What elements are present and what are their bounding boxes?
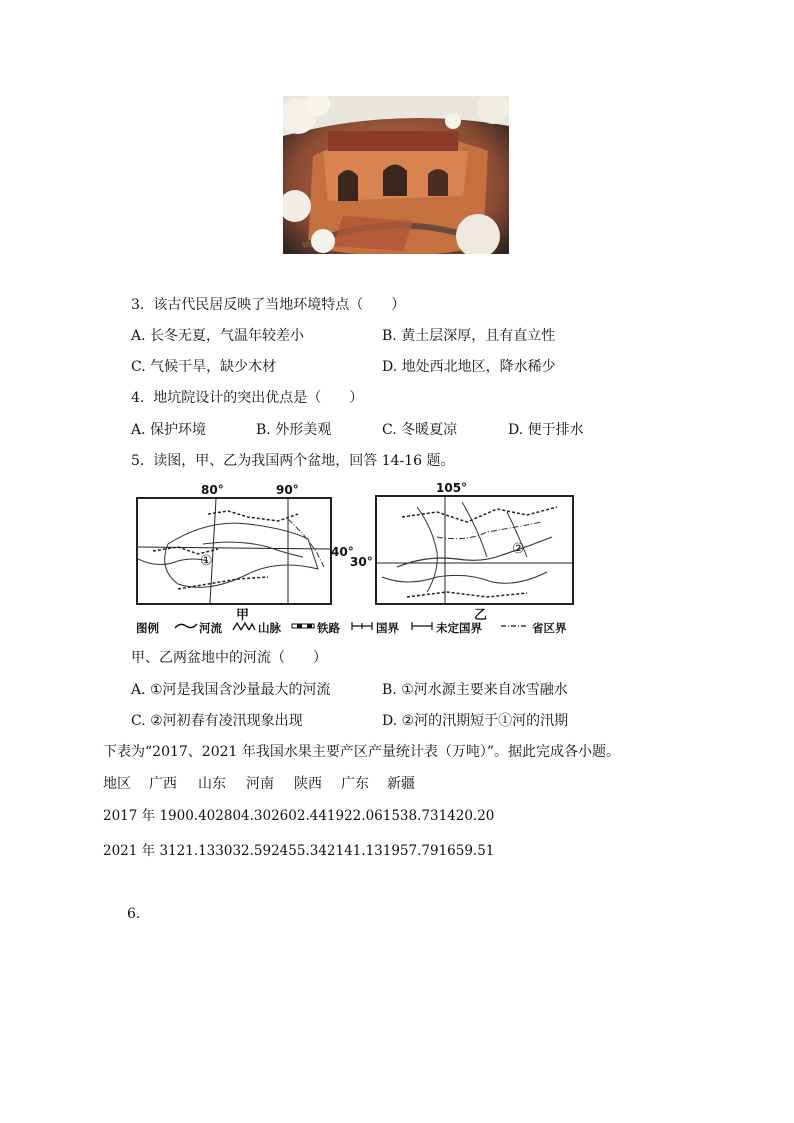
map-a-river-label: ① [200, 553, 213, 569]
table-row-2017: 2017 年 1900.402804.302602.441922.061538.731420.20 [103, 808, 495, 824]
legend-provincial-icon [500, 620, 530, 635]
map-legend [136, 620, 586, 636]
map-b-river-label: ② [512, 541, 525, 557]
table-header-shandong: 山东 [198, 776, 226, 792]
legend-title: 图例 [136, 621, 159, 635]
legend-border: 国界 [376, 621, 399, 635]
q6-number: 6. [127, 906, 141, 922]
map-a-lon-80: 80° [201, 483, 224, 497]
q3-option-d: D. 地处西北地区，降水稀少 [382, 359, 556, 375]
q3-stem: 3. 该古代民居反映了当地环境特点（ ） [131, 297, 406, 313]
map-a-lat-40: 40° [331, 545, 354, 559]
table-header-region: 地区 [103, 776, 131, 792]
table-header-guangxi: 广西 [149, 776, 177, 792]
q5-option-a: A. ①河是我国含沙量最大的河流 [131, 682, 331, 698]
table-header-xinjiang: 新疆 [387, 776, 415, 792]
legend-undefined-border: 未定国界 [436, 621, 482, 635]
cave-dwelling-photo [283, 96, 509, 254]
map-a-caption: 甲 [236, 608, 250, 623]
legend-mountain: 山脉 [258, 621, 281, 635]
table-header-guangdong: 广东 [341, 776, 369, 792]
table-intro: 下表为“2017、2021 年我国水果主要产区产量统计表（万吨）”。据此完成各小题。 [103, 744, 621, 760]
map-b-basin [375, 495, 574, 605]
table-header-shaanxi: 陕西 [294, 776, 322, 792]
legend-border-icon [350, 620, 374, 635]
map-b-caption: 乙 [474, 608, 488, 623]
q4-option-b: B. 外形美观 [256, 422, 332, 438]
q3-option-b: B. 黄土层深厚，且有直立性 [382, 328, 556, 344]
q4-option-d: D. 便于排水 [508, 422, 584, 438]
q5-option-c: C. ②河初春有凌汛现象出现 [131, 713, 303, 729]
legend-railway: 铁路 [317, 621, 340, 635]
q5-stem: 5. 读图，甲、乙为我国两个盆地，回答 14-16 题。 [131, 453, 455, 469]
legend-railway-icon [291, 620, 315, 635]
map-b-lat-30: 30° [350, 555, 373, 569]
q3-option-c: C. 气候干旱，缺少木材 [131, 359, 277, 375]
legend-mountain-icon [232, 620, 256, 635]
q5-sub-stem: 甲、乙两盆地中的河流（ ） [131, 650, 327, 666]
legend-river-icon [174, 620, 198, 635]
table-header-henan: 河南 [246, 776, 274, 792]
q5-option-d: D. ②河的汛期短于①河的汛期 [382, 713, 569, 729]
legend-river: 河流 [199, 621, 222, 635]
map-a-lon-90: 90° [276, 483, 299, 497]
q4-option-a: A. 保护环境 [131, 422, 207, 438]
q4-option-c: C. 冬暖夏凉 [382, 422, 458, 438]
table-row-2021: 2021 年 3121.133032.592455.342141.131957.791659.51 [103, 843, 495, 859]
map-a-basin [136, 497, 332, 605]
q5-option-b: B. ①河水源主要来自冰雪融水 [382, 682, 568, 698]
map-b-lon-105: 105° [436, 481, 468, 495]
q3-option-a: A. 长冬无夏，气温年较差小 [131, 328, 305, 344]
legend-undefined-border-icon [410, 620, 434, 635]
q4-stem: 4. 地坑院设计的突出优点是（ ） [131, 390, 364, 406]
legend-provincial: 省区界 [532, 621, 567, 635]
